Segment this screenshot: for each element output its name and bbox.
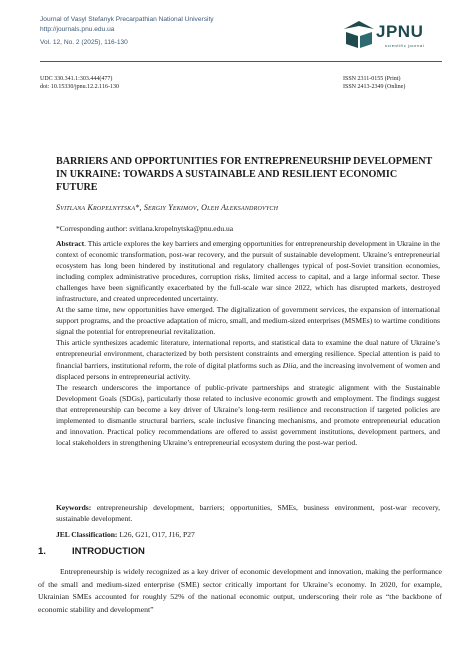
author-list: Svitlana Kropelnytska*, Sergiy Yekimov, Oleh Aleksandrovych bbox=[56, 203, 279, 212]
header-divider bbox=[40, 61, 442, 62]
journal-url[interactable]: http://journals.pnu.edu.ua bbox=[40, 25, 115, 33]
article-ids bbox=[40, 75, 119, 92]
abstract-paragraph: Abstract. This article explores the key barriers and emerging opportunities for entrepreneurship development in Ukraine in the context of economic transformation, post-war recovery, and the pursuit of sustainable development. Ukraine’s entrepreneurial ecosystem has long been hindered by institutional and regulatory challenges typical of post-Soviet transition economies, including complex administrative procedures, corruption risks, limited access to capital, and a large informal sector. These challenges have been significantly exacerbated by the full-scale war since 2022, which has disrupted markets, destroyed infrastructure, and created unprecedented uncertainty. bbox=[56, 239, 440, 304]
abstract-label: Abstract bbox=[56, 239, 85, 248]
issn-online: ISSN 2413-2349 (Online) bbox=[343, 84, 406, 91]
abstract bbox=[56, 238, 440, 448]
corresponding-author: *Corresponding author: svitlana.kropelnytska@pnu.edu.ua bbox=[56, 224, 234, 233]
jel-codes: L26, G21, O17, J16, P27 bbox=[117, 530, 195, 539]
jpnu-logo bbox=[342, 17, 442, 53]
jel-label: JEL Classification: bbox=[56, 530, 118, 539]
keywords-text: entrepreneurship development, barriers; opportunities, SMEs, business environment, post-war recovery, sustainable development. bbox=[56, 503, 440, 524]
section-number: 1. bbox=[38, 546, 46, 557]
keywords bbox=[56, 502, 440, 524]
journal-volume: Vol. 12, No. 2 (2025), 116-130 bbox=[40, 39, 128, 47]
journal-name: Journal of Vasyl Stefanyk Precarpathian National University bbox=[40, 16, 214, 23]
issn-print: ISSN 2311-0155 (Print) bbox=[343, 76, 401, 82]
udc-code: UDC 330.341.1:303.444(477) bbox=[40, 76, 113, 82]
section-heading bbox=[38, 546, 145, 557]
book-icon bbox=[342, 17, 376, 51]
journal-header bbox=[40, 15, 214, 48]
logo-subtitle: scientific journal bbox=[385, 43, 425, 48]
logo-name: JPNU bbox=[376, 22, 424, 41]
doi[interactable]: doi: 10.15330/jpnu.12.2.116-130 bbox=[40, 84, 119, 91]
keywords-label: Keywords: bbox=[56, 503, 92, 512]
article-title: BARRIERS AND OPPORTUNITIES FOR ENTREPRENEURSHIP DEVELOPMENT IN UKRAINE: TOWARDS A SUSTAINABLE AND RESILIENT ECONOMIC FUTURE bbox=[56, 156, 433, 193]
abstract-paragraph: The research underscores the importance of public-private partnerships and strategic alignment with the Sustainable Development Goals (SDGs), particularly those related to inclusive economic growth and employment. The findings suggest that entrepreneurship can become a key driver of Ukraine’s long-term resilience and reconstruction if targeted policies are implemented to dismantle structural barriers, scale inclusive financing mechanisms, and promote entrepreneurial education and innovation. Practical policy recommendations are offered to assist government institutions, development partners, and local stakeholders in strengthening Ukraine’s entrepreneurial ecosystem during the post-war period. bbox=[56, 382, 440, 447]
jel-classification bbox=[56, 530, 195, 539]
abstract-paragraph: This article synthesizes academic literature, international reports, and statistical data to examine the dual nature of Ukraine’s entrepreneurial environment, characterized by both persistent constraints and emerging resilience. Special attention is paid to financial barriers, institutional reform, the role of digital platforms such as Diia, and the increasing involvement of women and displaced persons in entrepreneurial activity. bbox=[56, 338, 440, 381]
issn-block bbox=[343, 75, 405, 92]
section-title: INTRODUCTION bbox=[72, 546, 145, 557]
abstract-paragraph: At the same time, new opportunities have emerged. The digitalization of government services, the expansion of international support programs, and the proactive adaptation of micro, small, and medium-sized enterprises (MSMEs) to wartime conditions signal the potential for entrepreneurial revitalization. bbox=[56, 305, 440, 337]
intro-paragraph: Entrepreneurship is widely recognized as a key driver of economic development and innovation, making the performance of the small and medium-sized enterprise (SME) sector critically important for Ukraine’s economy. In 2020, for example, Ukrainian SMEs accounted for roughly 52% of the national economic output, underscoring their role as “the backbone of economic stability and development” bbox=[38, 567, 442, 614]
